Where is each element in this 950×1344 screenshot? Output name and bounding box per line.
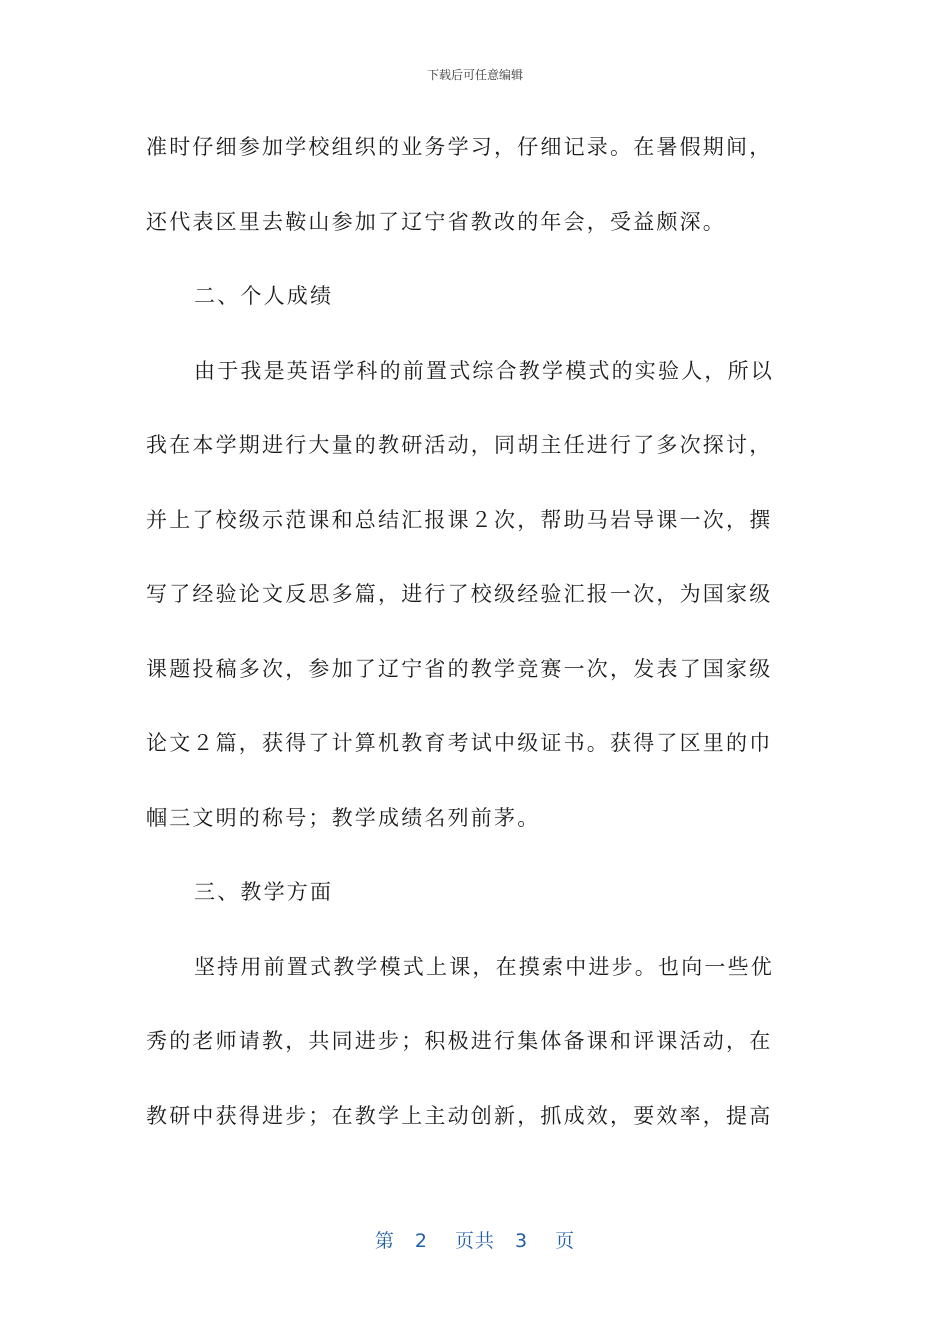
text-line: 我在本学期进行大量的教研活动，同胡主任进行了多次探讨， xyxy=(146,433,773,457)
document-body xyxy=(146,128,806,1171)
text-line: 教研中获得进步；在教学上主动创新，抓成效，要效率，提高 xyxy=(146,1103,773,1128)
text-line: 由于我是英语学科的前置式综合教学模式的实验人，所以 xyxy=(194,358,774,383)
section-heading: 二、个人成绩 xyxy=(194,284,334,308)
text-line: 论文２篇，获得了计算机教育考试中级证书。获得了区里的巾 xyxy=(146,731,773,755)
text-line: 写了经验论文反思多篇，进行了校级经验汇报一次，为国家级 xyxy=(146,582,773,606)
text-line: 帼三文明的称号；教学成绩名列前茅。 xyxy=(146,805,541,830)
text-line: 准时仔细参加学校组织的业务学习，仔细记录。在暑假期间， xyxy=(146,135,773,159)
header-note: 下载后可任意编辑 xyxy=(426,68,523,82)
text-line: 秀的老师请教，共同进步；积极进行集体备课和评课活动，在 xyxy=(146,1029,773,1053)
text-line: 还代表区里去鞍山参加了辽宁省教改的年会，受益颇深。 xyxy=(146,209,726,234)
text-line: 坚持用前置式教学模式上课，在摸索中进步。也向一些优 xyxy=(194,954,774,979)
page-footer: 第 2 页共 3 页 xyxy=(374,1230,576,1252)
section-heading: 三、教学方面 xyxy=(194,880,334,904)
text-line: 课题投稿多次，参加了辽宁省的教学竞赛一次，发表了国家级 xyxy=(146,656,773,681)
text-line: 并上了校级示范课和总结汇报课２次，帮助马岩导课一次，撰 xyxy=(146,507,773,532)
